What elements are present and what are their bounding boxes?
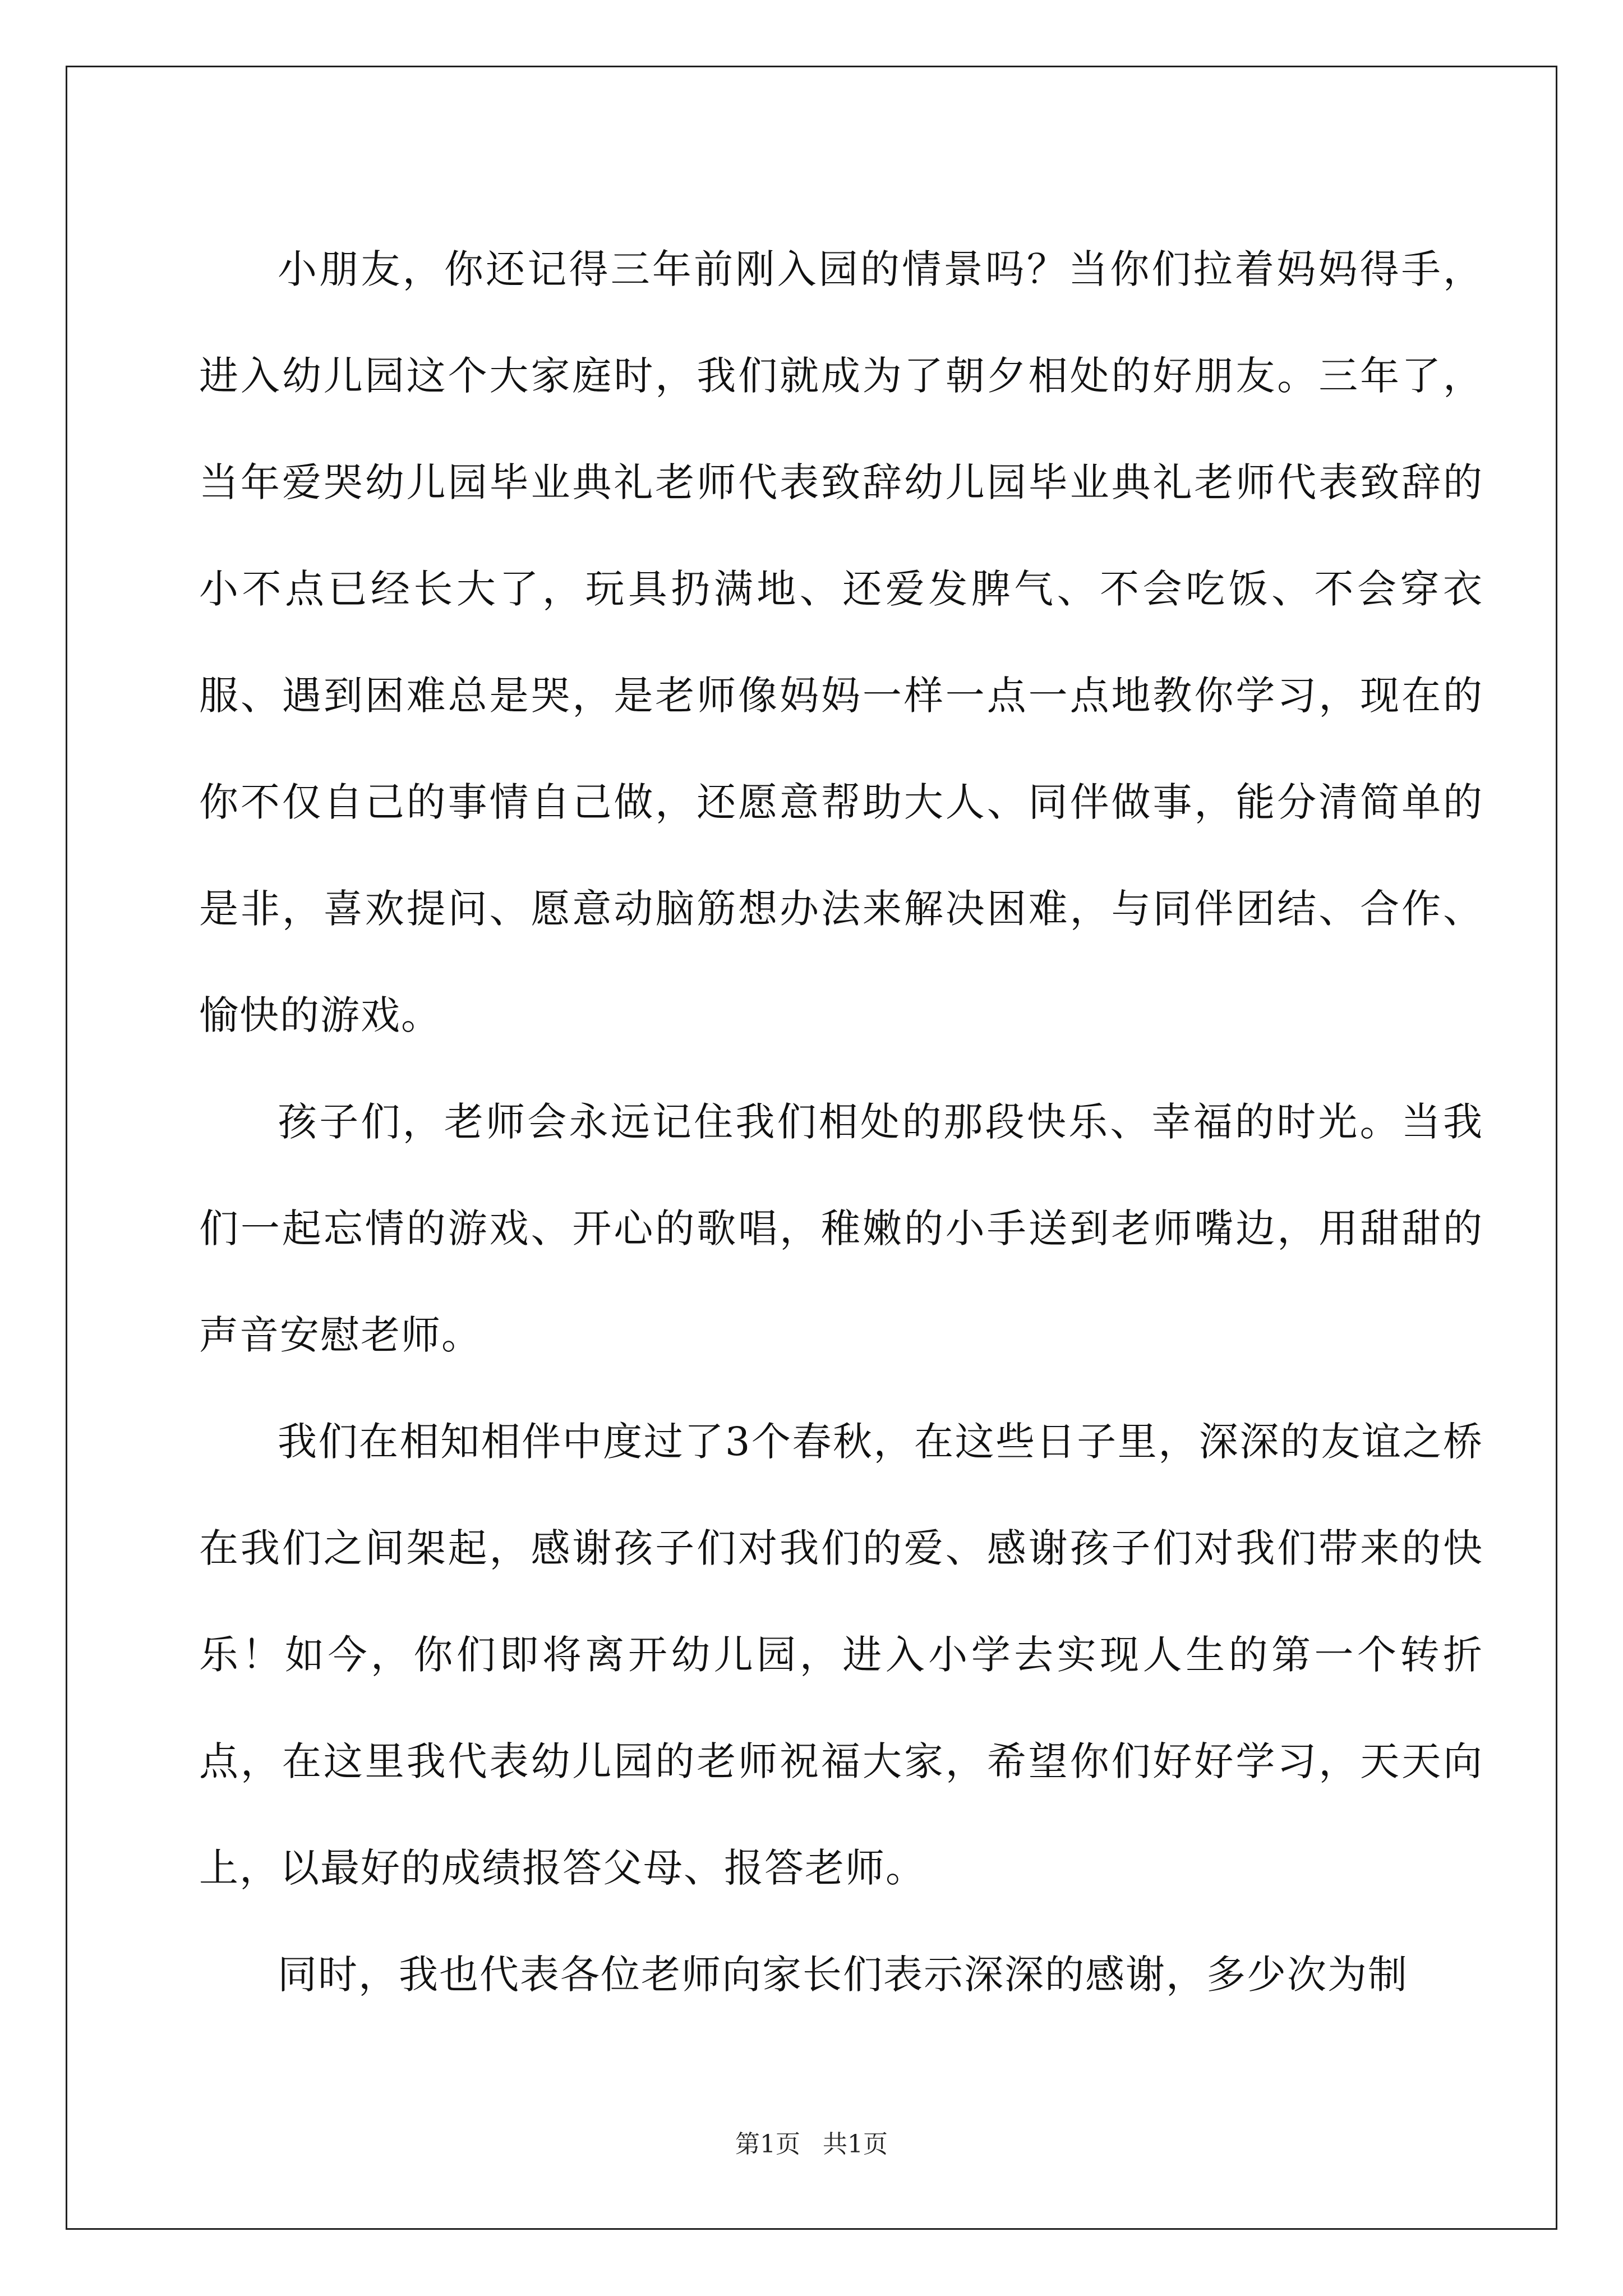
page-number: 第1页 <box>735 2130 800 2159</box>
paragraph-1: 小朋友，你还记得三年前刚入园的情景吗？当你们拉着妈妈得手，进入幼儿园这个大家庭时，我们就成为了朝夕相处的好朋友。三年了，当年爱哭幼儿园毕业典礼老师代表致辞幼儿园毕业典礼老师代表致辞的小不点已经长大了，玩具扔满地、还爱发脾气、不会吃饭、不会穿衣服、遇到困难总是哭，是老师像妈妈一样一点一点地教你学习，现在的你不仅自己的事情自己做，还愿意帮助大人、同伴做事，能分清简单的是非，喜欢提问、愿意动脑筋想办法来解决困难，与同伴团结、合作、愉快的游戏。 <box>199 246 1483 1038</box>
document-body <box>199 216 1483 2028</box>
paragraph-3: 我们在相知相伴中度过了3个春秋，在这些日子里，深深的友谊之桥在我们之间架起，感谢孩子们对我们的爱、感谢孩子们对我们带来的快乐！如今，你们即将离开幼儿园，进入小学去实现人生的第一个转折点，在这里我代表幼儿园的老师祝福大家，希望你们好好学习，天天向上，以最好的成绩报答父母、报答老师。 <box>199 1419 1483 1891</box>
paragraph-2: 孩子们，老师会永远记住我们相处的那段快乐、幸福的时光。当我们一起忘情的游戏、开心的歌唱，稚嫩的小手送到老师嘴边，用甜甜的声音安慰老师。 <box>199 1099 1483 1358</box>
paragraph-4: 同时，我也代表各位老师向家长们表示深深的感谢，多少次为制 <box>278 1952 1408 1998</box>
page-total: 共1页 <box>823 2130 888 2159</box>
page-footer <box>0 2124 1623 2160</box>
